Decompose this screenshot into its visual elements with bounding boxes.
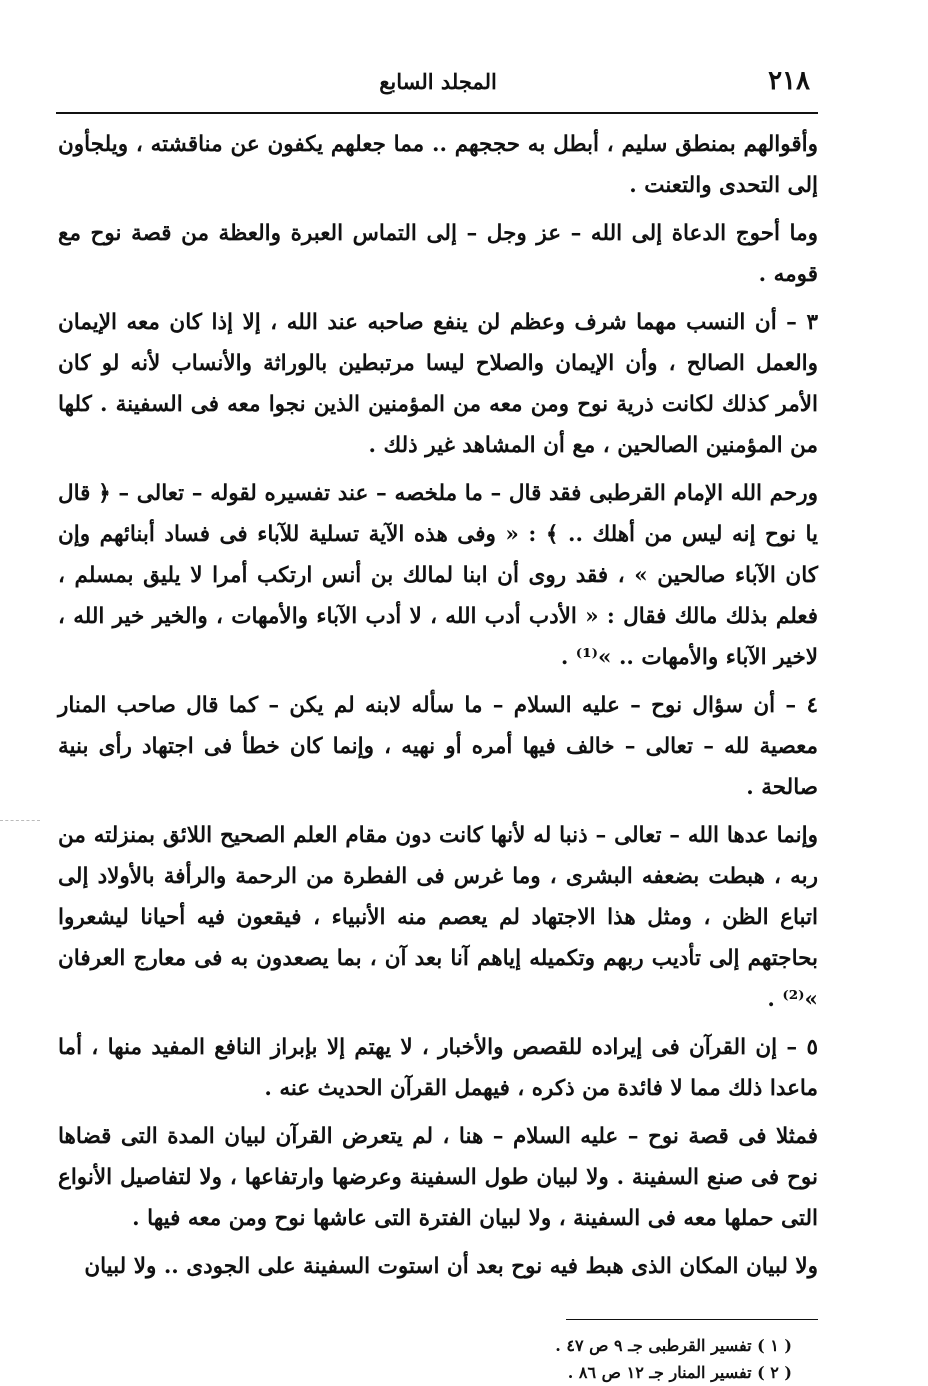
paragraph-8: فمثلا فى قصة نوح – عليه السلام – هنا ، لم يتعرض القرآن لبيان المدة التى قضاها نوح فى صنع السفينة . ولا لبيان طول السفينة وعرضها وارتفاعها ، ولا لتفاصيل الأنواع التى حملها معه فى السفينة ، ولا لبيان الفترة التى عاشها نوح ومن معه فيها . — [58, 1124, 818, 1231]
paragraph-9: ولا لبيان المكان الذى هبط فيه نوح بعد أن استوت السفينة على الجودى .. ولا لبيان — [84, 1254, 818, 1279]
paragraph-1: وأقوالهم بمنطق سليم ، أبطل به حججهم .. مما جعلهم يكفون عن مناقشته ، ويلجأون إلى التحدى والتعنت . — [58, 132, 818, 198]
paragraph-6: وإنما عدها الله – تعالى – ذنبا له لأنها كانت دون مقام العلم الصحيح اللائق بمنزلته من ربه ، هبطت بضعفه البشرى ، وما غرس فى الفطرة من الرحمة والرأفة بالأولاد إلى اتباع الظن ، ومثل هذا الاجتهاد لم يعصم منه الأنبياء ، فيقعون فيه أحيانا ليشعروا بحاجتهم إلى تأديب ربهم وتكميله إياهم آنا بعد آن ، بما يصعدون به فى معارج العرفان »⁽²⁾ . — [58, 823, 818, 1012]
footnotes — [58, 1332, 818, 1386]
paragraph-2: وما أحوج الدعاة إلى الله – عز وجل – إلى التماس العبرة والعظة من قصة نوح مع قومه . — [58, 221, 818, 287]
scan-edge-mark — [0, 820, 40, 822]
paragraph-5: ٤ – أن سؤال نوح – عليه السلام – ما سأله لابنه لم يكن – كما قال صاحب المنار معصية لله – تعالى – خالف فيها أمره أو نهيه ، وإنما كان خطأ فى اجتهاد رأى بنية صالحة . — [58, 693, 818, 800]
paragraph-3: ٣ – أن النسب مهما شرف وعظم لن ينفع صاحبه عند الله ، إلا إذا كان معه الإيمان والعمل الصالح ، وأن الإيمان والصلاح ليسا مرتبطين بالوراثة والأنساب لأنه لو كان الأمر كذلك لكانت ذرية نوح ومن معه من المؤمنين الذين نجوا معه فى السفينة . كلها من المؤمنين الصالحين ، مع أن المشاهد غير ذلك . — [58, 310, 818, 458]
footnote-2: ( ٢ ) تفسير المنار جـ ١٢ ص ٨٦ . — [567, 1363, 792, 1382]
paragraph-4: ورحم الله الإمام القرطبى فقد قال – ما ملخصه – عند تفسيره لقوله – تعالى – ﴿ قال يا نوح إنه ليس من أهلك .. ﴾ : « وفى هذه الآية تسلية للآباء فى فساد أبنائهم وإن كان الآباء صالحين » ، فقد روى أن ابنا لمالك بن أنس ارتكب أمرا لا يليق بمسلم ، فعلم بذلك مالك فقال : « الأدب أدب الله ، لا أدب الآباء والأمهات ، والخير خير الله ، لاخير الآباء والأمهات .. »⁽¹⁾ . — [58, 481, 818, 670]
page-header — [58, 60, 818, 102]
body-text — [58, 124, 818, 1287]
book-page — [58, 60, 818, 1382]
footnote-1: ( ١ ) تفسير القرطبى جـ ٩ ص ٤٧ . — [555, 1336, 792, 1355]
footnote-rule — [566, 1319, 818, 1320]
page-number: ٢١٨ — [768, 66, 810, 96]
paragraph-7: ٥ – إن القرآن فى إيراده للقصص والأخبار ، لا يهتم إلا بإبراز النافع المفيد منها ، أما ماعدا ذلك مما لا فائدة من ذكره ، فيهمل القرآن الحديث عنه . — [58, 1035, 818, 1101]
running-title: المجلد السابع — [379, 68, 497, 94]
header-rule — [56, 112, 818, 114]
